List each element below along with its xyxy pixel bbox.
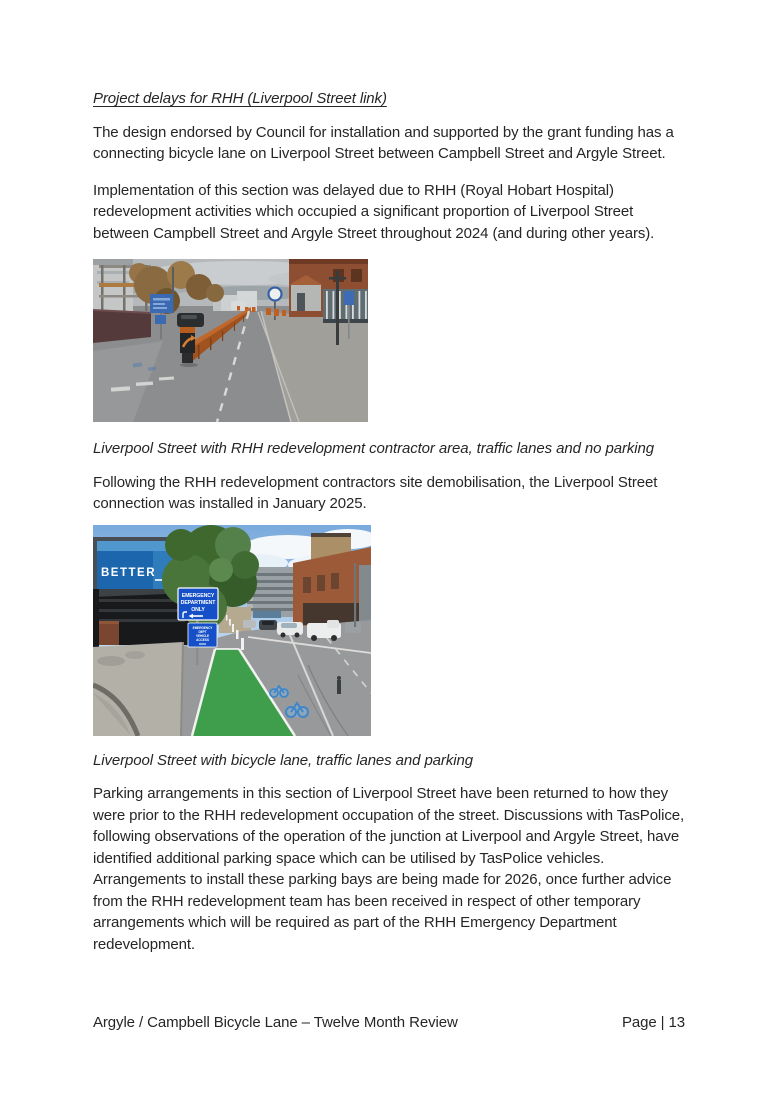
photo-caption-2: Liverpool Street with bicycle lane, traffic lanes and parking [93,751,473,769]
svg-text:VEHICLE: VEHICLE [195,633,210,638]
body-paragraph-3: Following the RHH redevelopment contractors site demobilisation, the Liverpool Street connection was installed in January 2025. [93,473,658,512]
footer-document-title: Argyle / Campbell Bicycle Lane – Twelve Month Review [93,1014,458,1031]
photo-liverpool-bicycle-lane [93,525,371,736]
svg-text:EMERGENCY: EMERGENCY [181,592,215,599]
emergency-department-sign [178,588,218,620]
page-footer [93,1014,685,1031]
svg-text:ONLY: ONLY [191,606,205,613]
pedestrian [337,676,341,694]
footpath [93,642,183,736]
body-paragraph-4: Parking arrangements in this section of Liverpool Street have been returned to how they were prior to the RHH redevelopment occupation of the street. Discussions with TasPolice, following observations of the operation of the junction at Liverpool and Argyle Street, have identified additional parking space which can be utilised by TasPolice vehicles. Arrangements to install these parking bays are being made for 2026, once further advice from the RHH redevelopment team has been received in respect of other temporary arrangements which will be required as part of the RHH Emergency Department redevelopment. [93,785,685,953]
dark-car [177,313,204,327]
photo-caption-1: Liverpool Street with RHH redevelopment contractor area, traffic lanes and no parking [93,440,654,457]
body-paragraph-1: The design endorsed by Council for installation and supported by the grant funding has a connecting bicycle lane on Liverpool Street between Campbell Street and Argyle Street. [93,123,674,162]
photo-liverpool-rhh-contractor-area [93,259,368,422]
street-pole [354,563,356,627]
billboard-text: BETTER [101,566,156,579]
page-content [93,88,685,970]
svg-text:ACCESS: ACCESS [196,637,209,642]
svg-text:DEPARTMENT: DEPARTMENT [180,599,216,606]
section-heading: Project delays for RHH (Liverpool Street link) [93,90,387,107]
footer-page-number: Page | 13 [621,1014,685,1031]
svg-text:EMERGENCY: EMERGENCY [192,625,213,630]
svg-text:DEPT: DEPT [198,629,207,634]
body-paragraph-2: Implementation of this section was delayed due to RHH (Royal Hobart Hospital) redevelopment activities which occupied a significant proportion of Liverpool Street between Campbell Street and Argyle Street throughout 2024 (and during other years). [93,181,655,242]
site-hoarding [93,309,151,343]
brick-buildings [289,259,368,323]
emergency-access-sign [188,623,217,647]
